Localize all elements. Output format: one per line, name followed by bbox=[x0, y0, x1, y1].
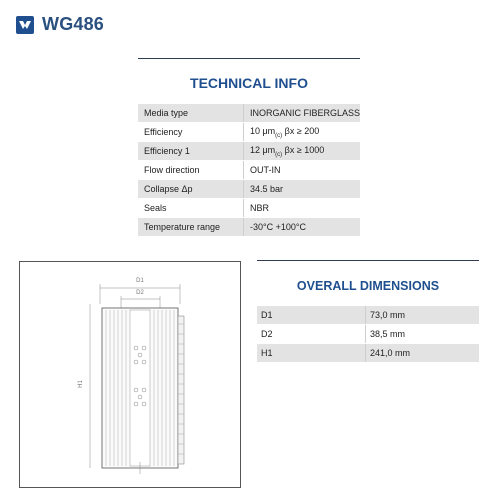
row-label: Collapse Δp bbox=[138, 180, 243, 199]
technical-info-table bbox=[138, 104, 360, 237]
filter-brand-logo-icon bbox=[16, 16, 34, 34]
row-value: 73,0 mm bbox=[366, 306, 480, 325]
product-code: WG486 bbox=[42, 14, 105, 34]
row-label: Efficiency bbox=[138, 123, 243, 142]
filter-drawing-svg bbox=[20, 262, 240, 487]
filter-technical-drawing bbox=[19, 261, 241, 488]
row-value: OUT-IN bbox=[243, 161, 360, 180]
row-value: 34.5 bar bbox=[243, 180, 360, 199]
product-header bbox=[16, 14, 104, 35]
table-row bbox=[138, 199, 360, 218]
h1-dimension-label: H1 bbox=[78, 380, 84, 388]
table-row bbox=[257, 306, 479, 325]
table-row bbox=[138, 161, 360, 180]
row-value: 241,0 mm bbox=[366, 344, 480, 363]
table-row bbox=[138, 104, 360, 123]
overall-dimensions-title: OVERALL DIMENSIONS bbox=[257, 260, 479, 300]
table-row bbox=[138, 123, 360, 142]
row-value: 12 $\mu m_{(c)}$ βx ≥ 1000 bbox=[243, 142, 360, 161]
row-label: Flow direction bbox=[138, 161, 243, 180]
row-label: D2 bbox=[257, 325, 366, 344]
row-label: Media type bbox=[138, 104, 243, 123]
d1-dimension-label: D1 bbox=[136, 278, 144, 284]
row-label: Seals bbox=[138, 199, 243, 218]
row-label: H1 bbox=[257, 344, 366, 363]
row-value: 38,5 mm bbox=[366, 325, 480, 344]
row-value: NBR bbox=[243, 199, 360, 218]
table-row bbox=[257, 325, 479, 344]
table-row bbox=[138, 142, 360, 161]
row-value: INORGANIC FIBERGLASS bbox=[243, 104, 360, 123]
row-label: Temperature range bbox=[138, 218, 243, 237]
row-value: 10 $\mu m_{(c)}$ βx ≥ 200 bbox=[243, 123, 360, 142]
row-label: Efficiency 1 bbox=[138, 142, 243, 161]
row-value: -30°C +100°C bbox=[243, 218, 360, 237]
row-label: D1 bbox=[257, 306, 366, 325]
overall-dimensions-table bbox=[257, 306, 479, 363]
table-row bbox=[138, 218, 360, 237]
table-row bbox=[138, 180, 360, 199]
technical-info-title: TECHNICAL INFO bbox=[138, 58, 360, 92]
table-row bbox=[257, 344, 479, 363]
d2-dimension-label: D2 bbox=[136, 290, 144, 296]
